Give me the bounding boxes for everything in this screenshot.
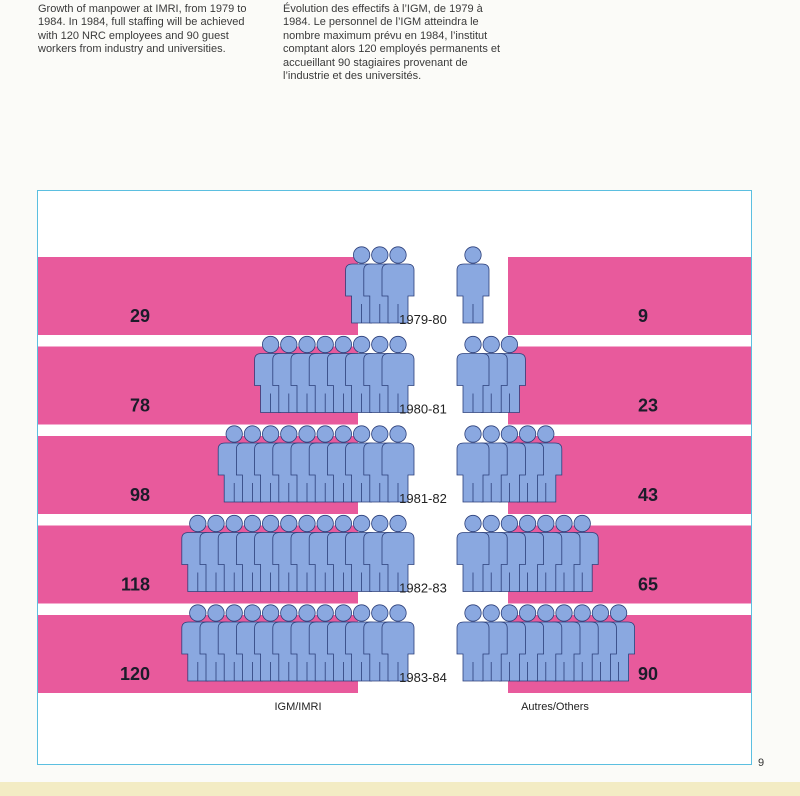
person-head — [465, 515, 481, 531]
year-label: 1983-84 — [399, 670, 447, 685]
person-head — [317, 515, 333, 531]
person-head — [190, 605, 206, 621]
person-head — [372, 605, 388, 621]
person-head — [574, 605, 590, 621]
person-head — [556, 605, 572, 621]
caption-english: Growth of manpower at IMRI, from 1979 to 1984. In 1984, full staffing will be achieved with 120 NRC employees and 90 guest workers from industry and universities. — [38, 3, 247, 56]
person-head — [483, 515, 499, 531]
person-head — [483, 426, 499, 442]
pictograph-chart — [37, 190, 752, 765]
icon-group-others-1983-84 — [457, 605, 635, 681]
person-head — [390, 515, 406, 531]
person-head — [281, 336, 297, 352]
person-head — [226, 426, 242, 442]
person-head — [353, 247, 369, 263]
person-head — [281, 515, 297, 531]
person-head — [538, 515, 554, 531]
person-head — [335, 336, 351, 352]
person-head — [390, 426, 406, 442]
person-head — [353, 605, 369, 621]
person-head — [226, 515, 242, 531]
band-right-1979-80 — [508, 257, 751, 335]
value-label-others: 65 — [638, 574, 659, 595]
person-head — [390, 247, 406, 263]
person-head — [483, 605, 499, 621]
person-head — [574, 515, 590, 531]
person-head — [465, 426, 481, 442]
person-head — [244, 515, 260, 531]
year-label: 1980-81 — [399, 401, 447, 417]
person-head — [335, 515, 351, 531]
person-head — [465, 336, 481, 352]
person-head — [372, 247, 388, 263]
person-head — [390, 605, 406, 621]
series-label-others: Autres/Others — [521, 701, 589, 713]
value-label-imri: 118 — [120, 574, 150, 595]
value-label-imri: 120 — [119, 664, 150, 684]
person-head — [262, 336, 278, 352]
person-head — [262, 426, 278, 442]
year-label: 1981-82 — [399, 491, 447, 506]
caption-french: Évolution des effectifs à l’IGM, de 1979 à 1984. Le personnel de l’IGM atteindra le nombre maximum prévu en 1984, l’institut comptant alors 120 employés permanents et accueillant 90 stagiaires provenant de l’industrie et des universités. — [283, 3, 501, 83]
person-head — [465, 247, 481, 263]
person-head — [317, 426, 333, 442]
person-head — [592, 605, 608, 621]
person-head — [519, 605, 535, 621]
person-head — [519, 426, 535, 442]
person-head — [244, 605, 260, 621]
page-edge-strip — [0, 782, 800, 796]
icon-group-others-1982-83 — [457, 515, 598, 591]
person-head — [501, 336, 517, 352]
person-head — [501, 426, 517, 442]
icon-group-others-1981-82 — [457, 426, 562, 502]
person-head — [208, 515, 224, 531]
person-head — [317, 336, 333, 352]
person-head — [610, 605, 626, 621]
value-label-imri: 98 — [129, 485, 150, 505]
series-label-imri: IGM/IMRI — [274, 701, 322, 713]
band-right-1980-81 — [508, 347, 751, 425]
person-head — [281, 605, 297, 621]
person-head — [390, 336, 406, 352]
value-label-others: 90 — [638, 664, 659, 684]
person-head — [299, 605, 315, 621]
person-head — [281, 426, 297, 442]
page-number: 9 — [758, 757, 765, 769]
person-head — [335, 605, 351, 621]
value-label-others: 23 — [638, 395, 659, 416]
value-label-imri: 78 — [129, 395, 150, 416]
person-head — [190, 515, 206, 531]
band-left-1979-80 — [38, 257, 358, 335]
person-head — [299, 336, 315, 352]
person-head — [208, 605, 224, 621]
person-head — [317, 605, 333, 621]
person-head — [226, 605, 242, 621]
person-head — [335, 426, 351, 442]
value-label-others: 9 — [638, 306, 649, 326]
year-label: 1979-80 — [399, 312, 447, 327]
person-head — [465, 605, 481, 621]
person-head — [299, 515, 315, 531]
person-head — [519, 515, 535, 531]
person-head — [299, 426, 315, 442]
person-head — [262, 515, 278, 531]
person-head — [556, 515, 572, 531]
icon-group-others-1979-80 — [457, 247, 489, 323]
person-head — [353, 515, 369, 531]
person-icon — [457, 247, 489, 323]
value-label-imri: 29 — [129, 306, 150, 326]
year-label: 1982-83 — [399, 580, 447, 596]
person-head — [353, 426, 369, 442]
person-head — [501, 515, 517, 531]
person-head — [501, 605, 517, 621]
person-head — [538, 605, 554, 621]
value-label-others: 43 — [638, 485, 659, 505]
person-head — [372, 336, 388, 352]
icon-group-others-1980-81 — [457, 336, 525, 412]
person-head — [372, 426, 388, 442]
person-head — [538, 426, 554, 442]
person-head — [262, 605, 278, 621]
person-head — [244, 426, 260, 442]
person-head — [353, 336, 369, 352]
person-head — [372, 515, 388, 531]
person-head — [483, 336, 499, 352]
